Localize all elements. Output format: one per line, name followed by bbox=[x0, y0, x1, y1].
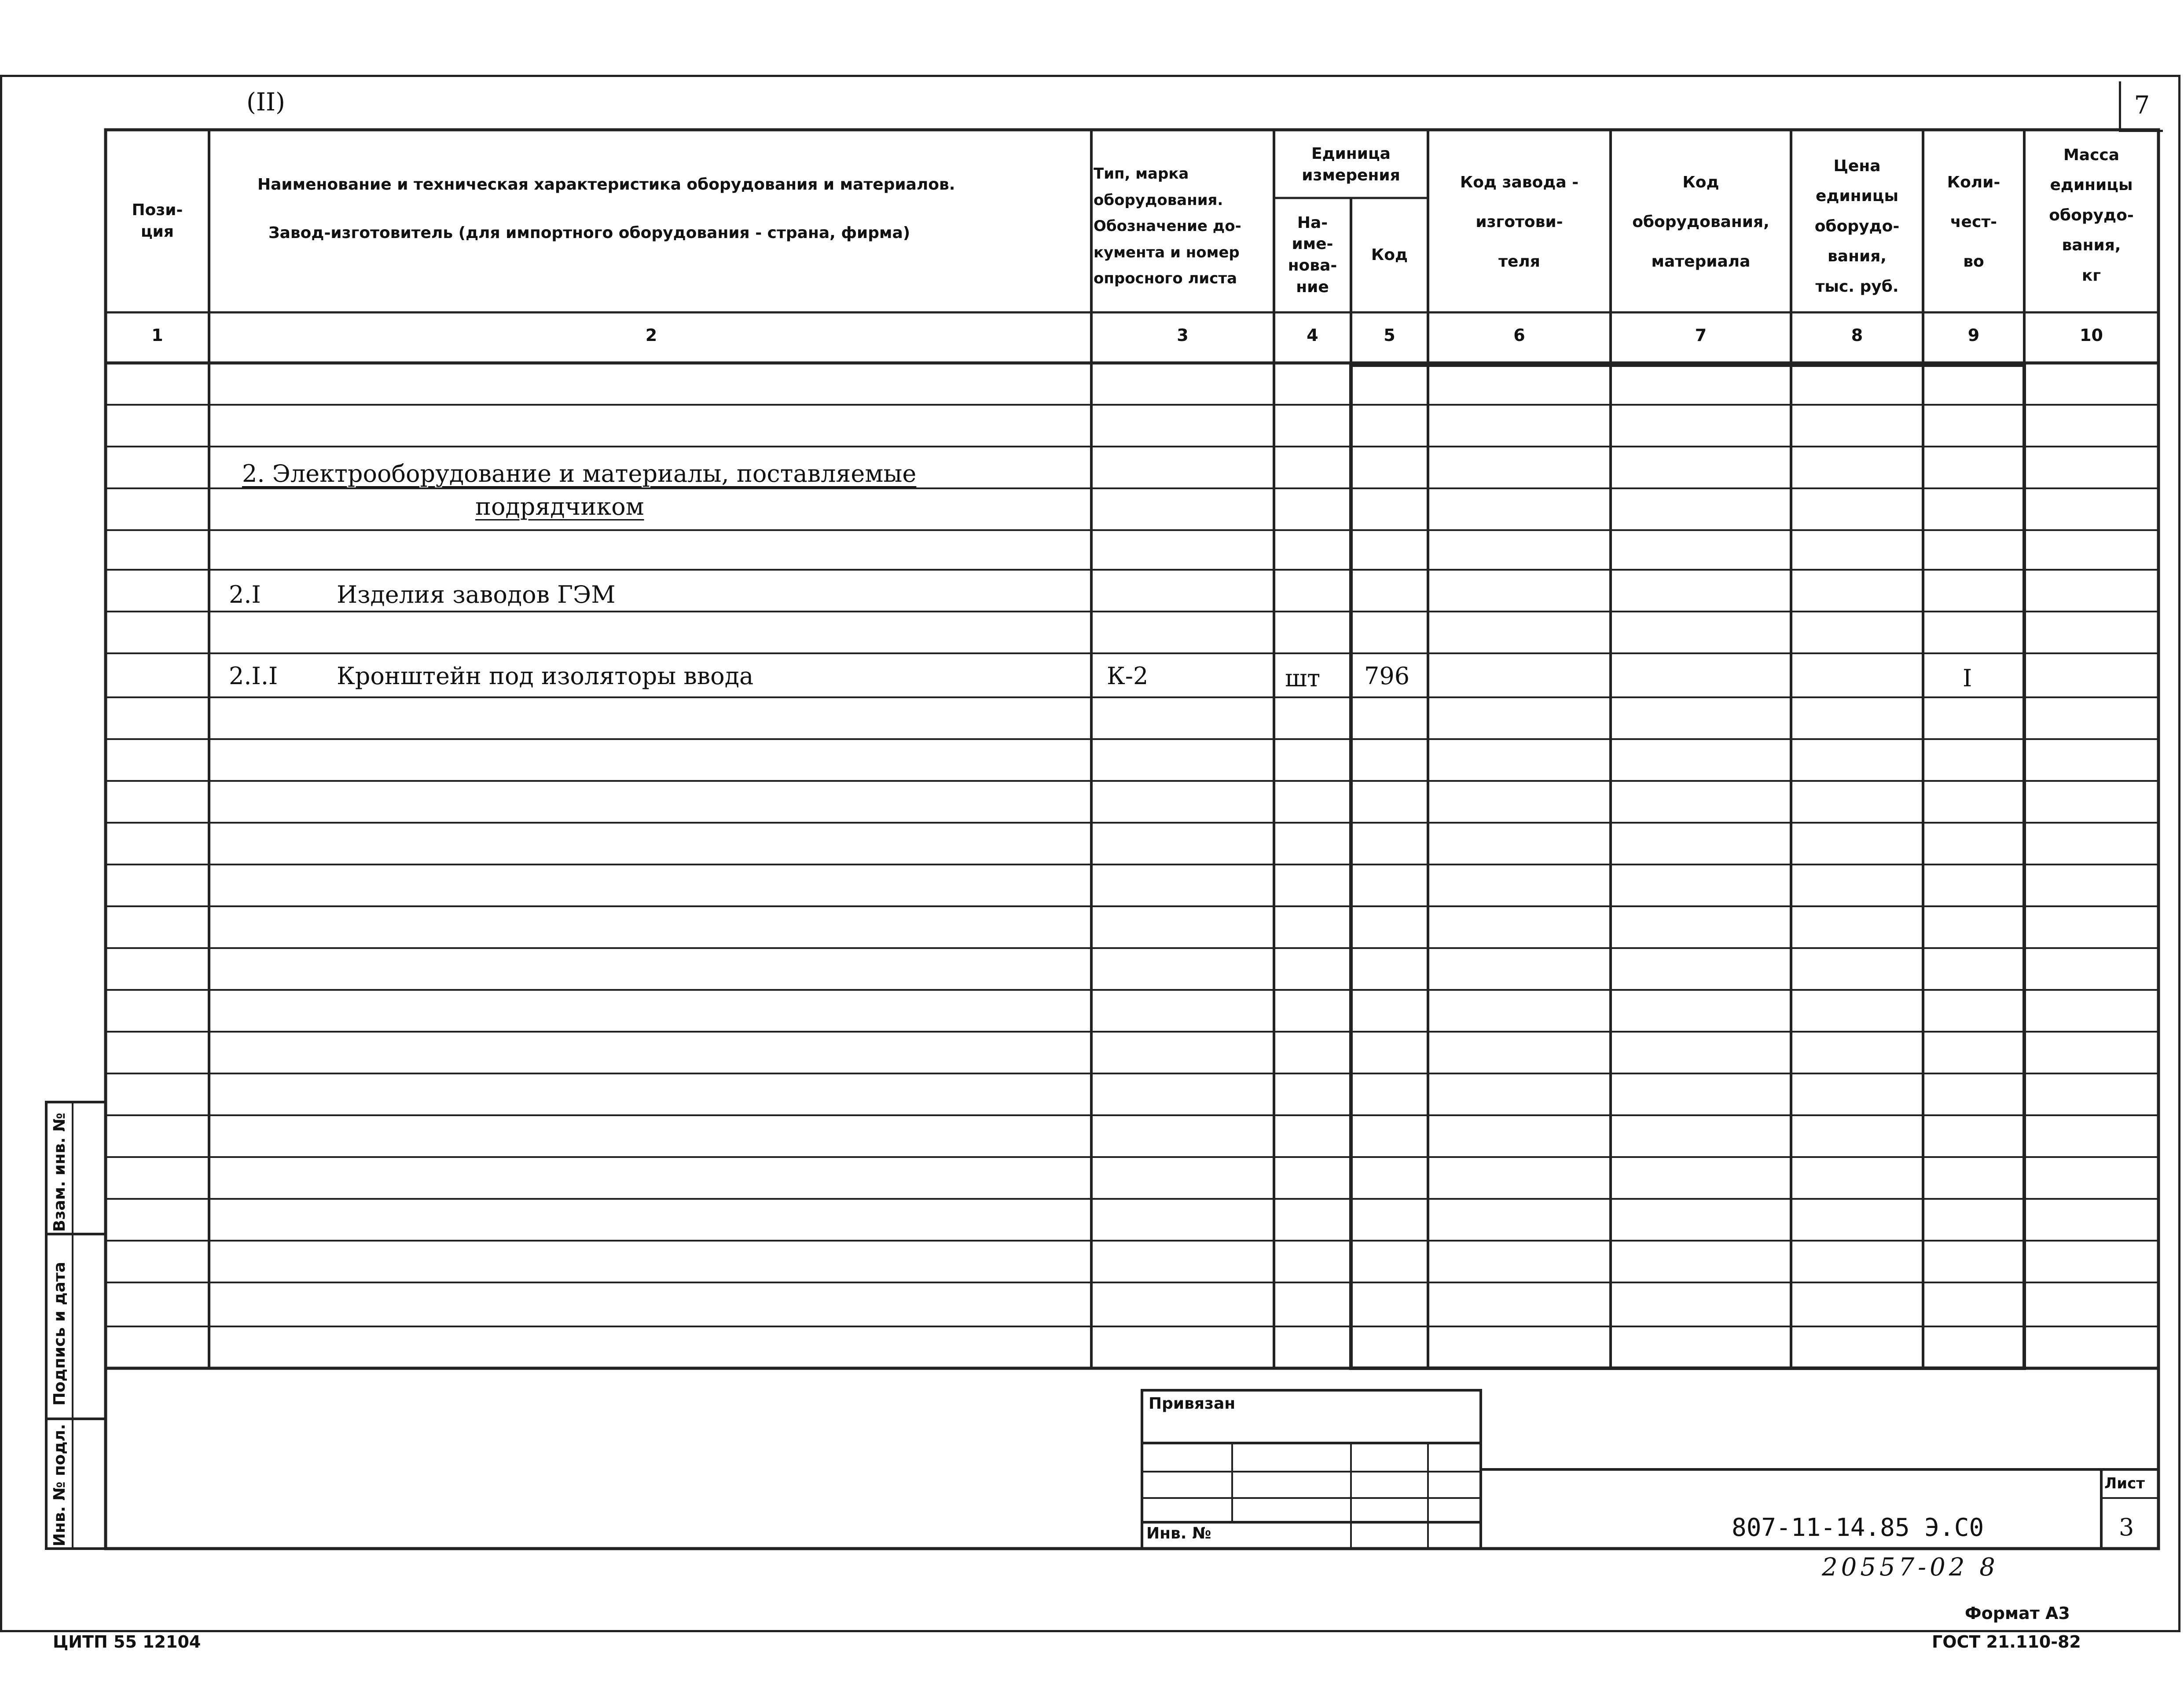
header-mass: Масса единицы оборудо- вания, кг bbox=[2049, 146, 2134, 285]
list-value: 3 bbox=[2119, 1513, 2134, 1541]
header-price: Цена единицы оборудо- вания, тыс. руб. bbox=[1814, 157, 1900, 296]
col-number-8: 8 bbox=[1851, 326, 1863, 345]
stamp-inv-podl: Инв. № подл. bbox=[51, 1424, 69, 1546]
citp-code: ЦИТП 55 12104 bbox=[53, 1632, 201, 1652]
col-number-9: 9 bbox=[1967, 326, 1980, 345]
section-title-line2: подрядчиком bbox=[475, 493, 644, 520]
header-name-line1: Наименование и техническая характеристика оборудования и материалов. bbox=[257, 175, 955, 194]
col-number-3: 3 bbox=[1177, 326, 1189, 345]
document-number: 807-11-14.85 Э.С0 bbox=[1732, 1513, 1984, 1542]
stamp-vzam-inv: Взам. инв. № bbox=[51, 1113, 69, 1232]
col-number-5: 5 bbox=[1384, 326, 1395, 345]
col-number-2: 2 bbox=[645, 326, 657, 345]
header-unit-code: Код bbox=[1371, 245, 1408, 264]
inv-no-label: Инв. № bbox=[1146, 1524, 1211, 1542]
header-equipment-code: Код оборудования, материала bbox=[1632, 173, 1769, 271]
item-type: К-2 bbox=[1107, 662, 1149, 690]
col-number-6: 6 bbox=[1513, 326, 1525, 345]
header-factory-code: Код завода - изготови- теля bbox=[1460, 173, 1579, 271]
header-name-line2: Завод-изготовитель (для импортного оборудования - страна, фирма) bbox=[268, 223, 910, 242]
item-name: Кронштейн под изоляторы ввода bbox=[337, 662, 754, 690]
subsection-title: Изделия заводов ГЭМ bbox=[337, 581, 616, 608]
item-unit-code: 796 bbox=[1364, 662, 1410, 690]
subsection-number: 2.I bbox=[229, 581, 261, 608]
col-number-7: 7 bbox=[1695, 326, 1707, 345]
item-position: 2.I.I bbox=[229, 662, 278, 690]
header-position: Пози- ция bbox=[132, 201, 183, 241]
section-title-line1: 2. Электрооборудование и материалы, поставляемые bbox=[242, 460, 917, 487]
header-unit-name: На- име- нова- ние bbox=[1288, 213, 1337, 296]
variant-label: (II) bbox=[246, 88, 285, 117]
privyazan-label: Привязан bbox=[1149, 1395, 1236, 1413]
top-sheet-number: 7 bbox=[2119, 81, 2163, 132]
header-type: Тип, марка оборудования. Обозначение до- кумента и номер опросного листа bbox=[1094, 165, 1241, 288]
list-label: Лист bbox=[2104, 1475, 2145, 1492]
stamp-podpis-data: Подпись и дата bbox=[51, 1262, 69, 1406]
header-unit-group: Единица измерения bbox=[1302, 145, 1400, 184]
header-quantity: Коли- чест- во bbox=[1947, 173, 2000, 271]
gost-label: ГОСТ 21.110-82 bbox=[1932, 1632, 2081, 1652]
item-quantity: I bbox=[1963, 664, 1972, 692]
col-number-10: 10 bbox=[2080, 326, 2103, 345]
col-number-4: 4 bbox=[1307, 326, 1318, 345]
item-unit-name: шт bbox=[1285, 664, 1321, 692]
col-number-1: 1 bbox=[151, 326, 163, 345]
format-label: Формат A3 bbox=[1965, 1604, 2070, 1623]
handwritten-number: 20557-02 8 bbox=[1822, 1553, 1999, 1582]
